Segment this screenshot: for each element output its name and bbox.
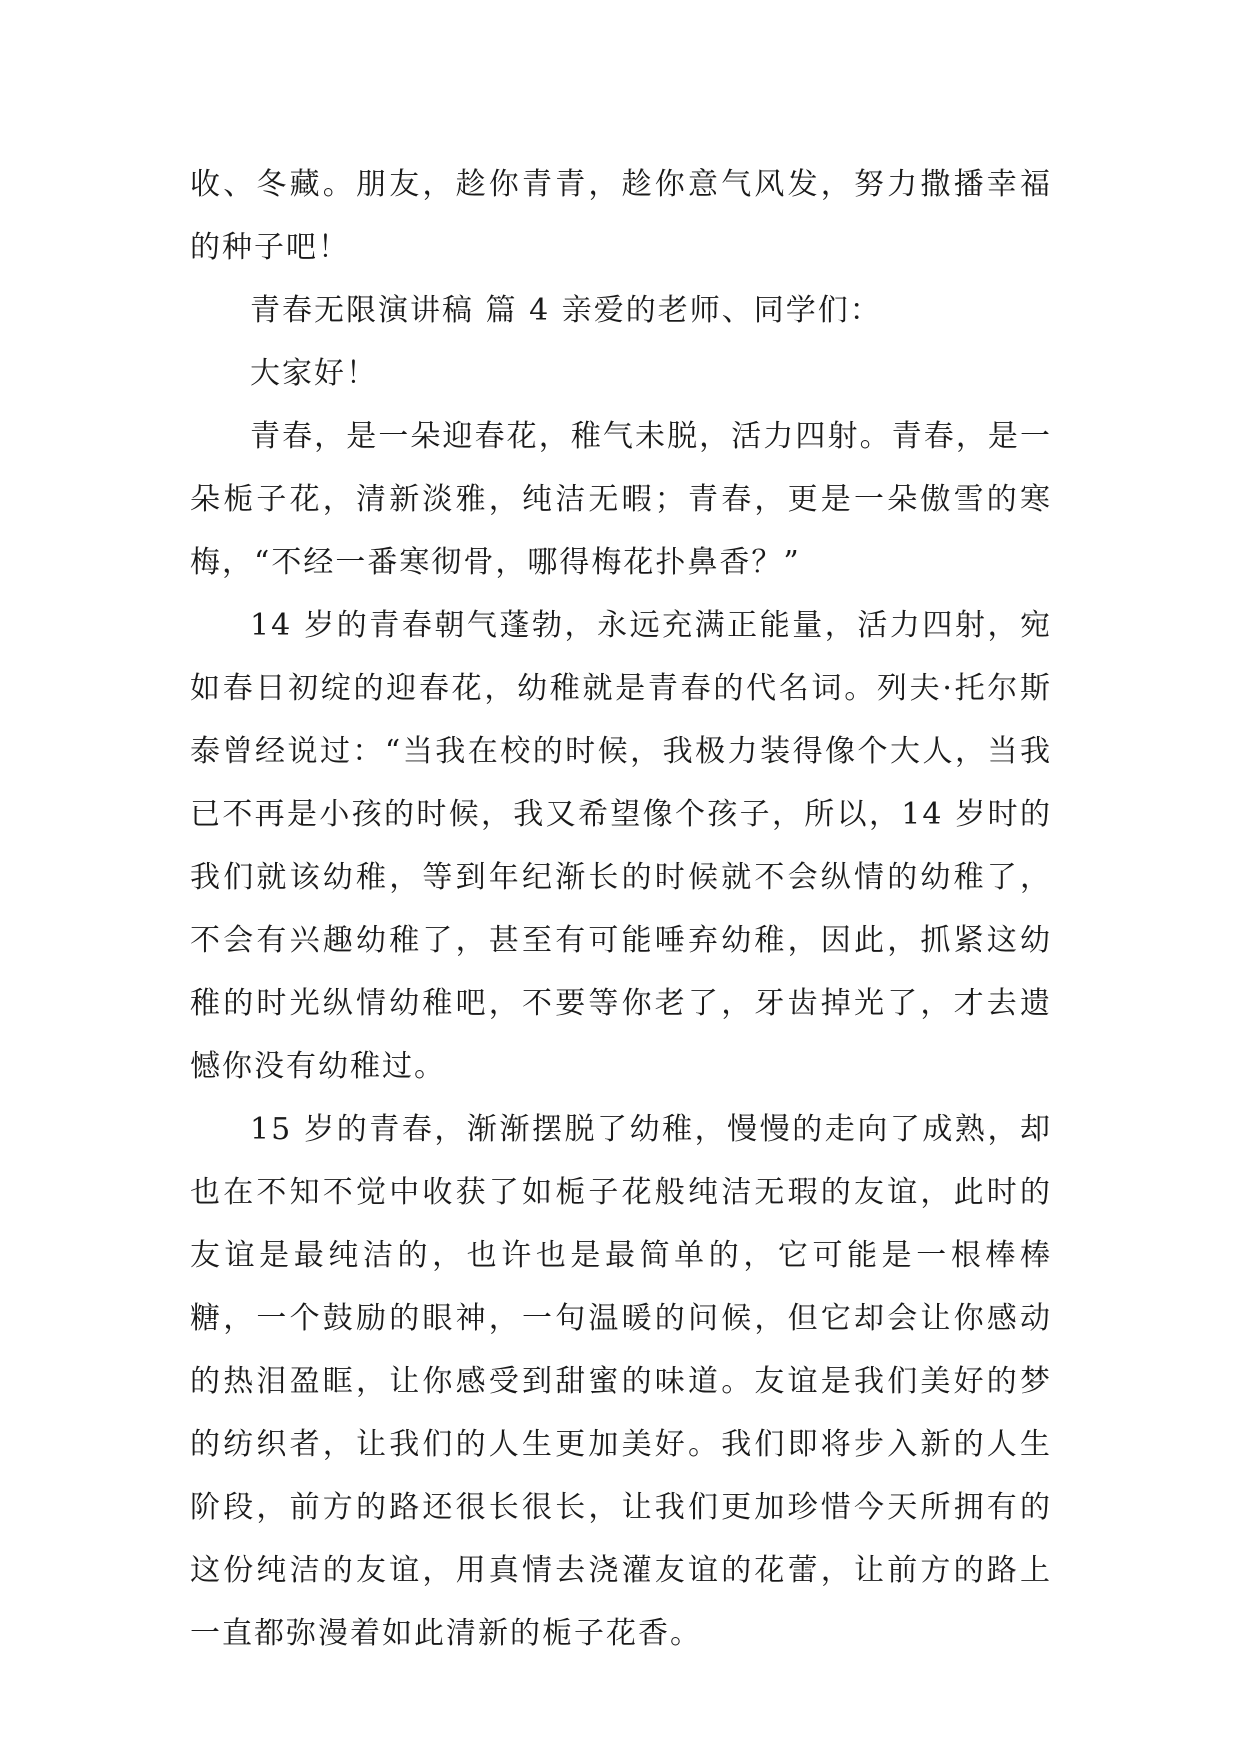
document-body [190, 153, 1052, 1665]
paragraph-youth-flowers: 青春，是一朵迎春花，稚气未脱，活力四射。青春，是一朵栀子花，清新淡雅，纯洁无暇；青春，更是一朵傲雪的寒梅，“不经一番寒彻骨，哪得梅花扑鼻香？” [190, 419, 1052, 580]
paragraph-greeting: 大家好！ [250, 356, 378, 391]
paragraph-continuation: 收、冬藏。朋友，趁你青青，趁你意气风发，努力撒播幸福的种子吧！ [190, 167, 1052, 265]
paragraph-heading: 青春无限演讲稿 篇 4 亲爱的老师、同学们： [250, 293, 882, 328]
paragraph-age-15: 15 岁的青春，渐渐摆脱了幼稚，慢慢的走向了成熟，却也在不知不觉中收获了如栀子花般纯洁无瑕的友谊，此时的友谊是最纯洁的，也许也是最简单的，它可能是一根棒棒糖，一个鼓励的眼神，一句温暖的问候，但它却会让你感动的热泪盈眶，让你感受到甜蜜的味道。友谊是我们美好的梦的纺织者，让我们的人生更加美好。我们即将步入新的人生阶段，前方的路还很长很长，让我们更加珍惜今天所拥有的这份纯洁的友谊，用真情去浇灌友谊的花蕾，让前方的路上一直都弥漫着如此清新的栀子花香。 [190, 1112, 1052, 1651]
paragraph-age-14: 14 岁的青春朝气蓬勃，永远充满正能量，活力四射，宛如春日初绽的迎春花，幼稚就是青春的代名词。列夫·托尔斯泰曾经说过：“当我在校的时候，我极力装得像个大人，当我已不再是小孩的时候，我又希望像个孩子，所以，14 岁时的我们就该幼稚，等到年纪渐长的时候就不会纵情的幼稚了，不会有兴趣幼稚了，甚至有可能唾弃幼稚，因此，抓紧这幼稚的时光纵情幼稚吧，不要等你老了，牙齿掉光了，才去遗憾你没有幼稚过。 [190, 608, 1052, 1084]
